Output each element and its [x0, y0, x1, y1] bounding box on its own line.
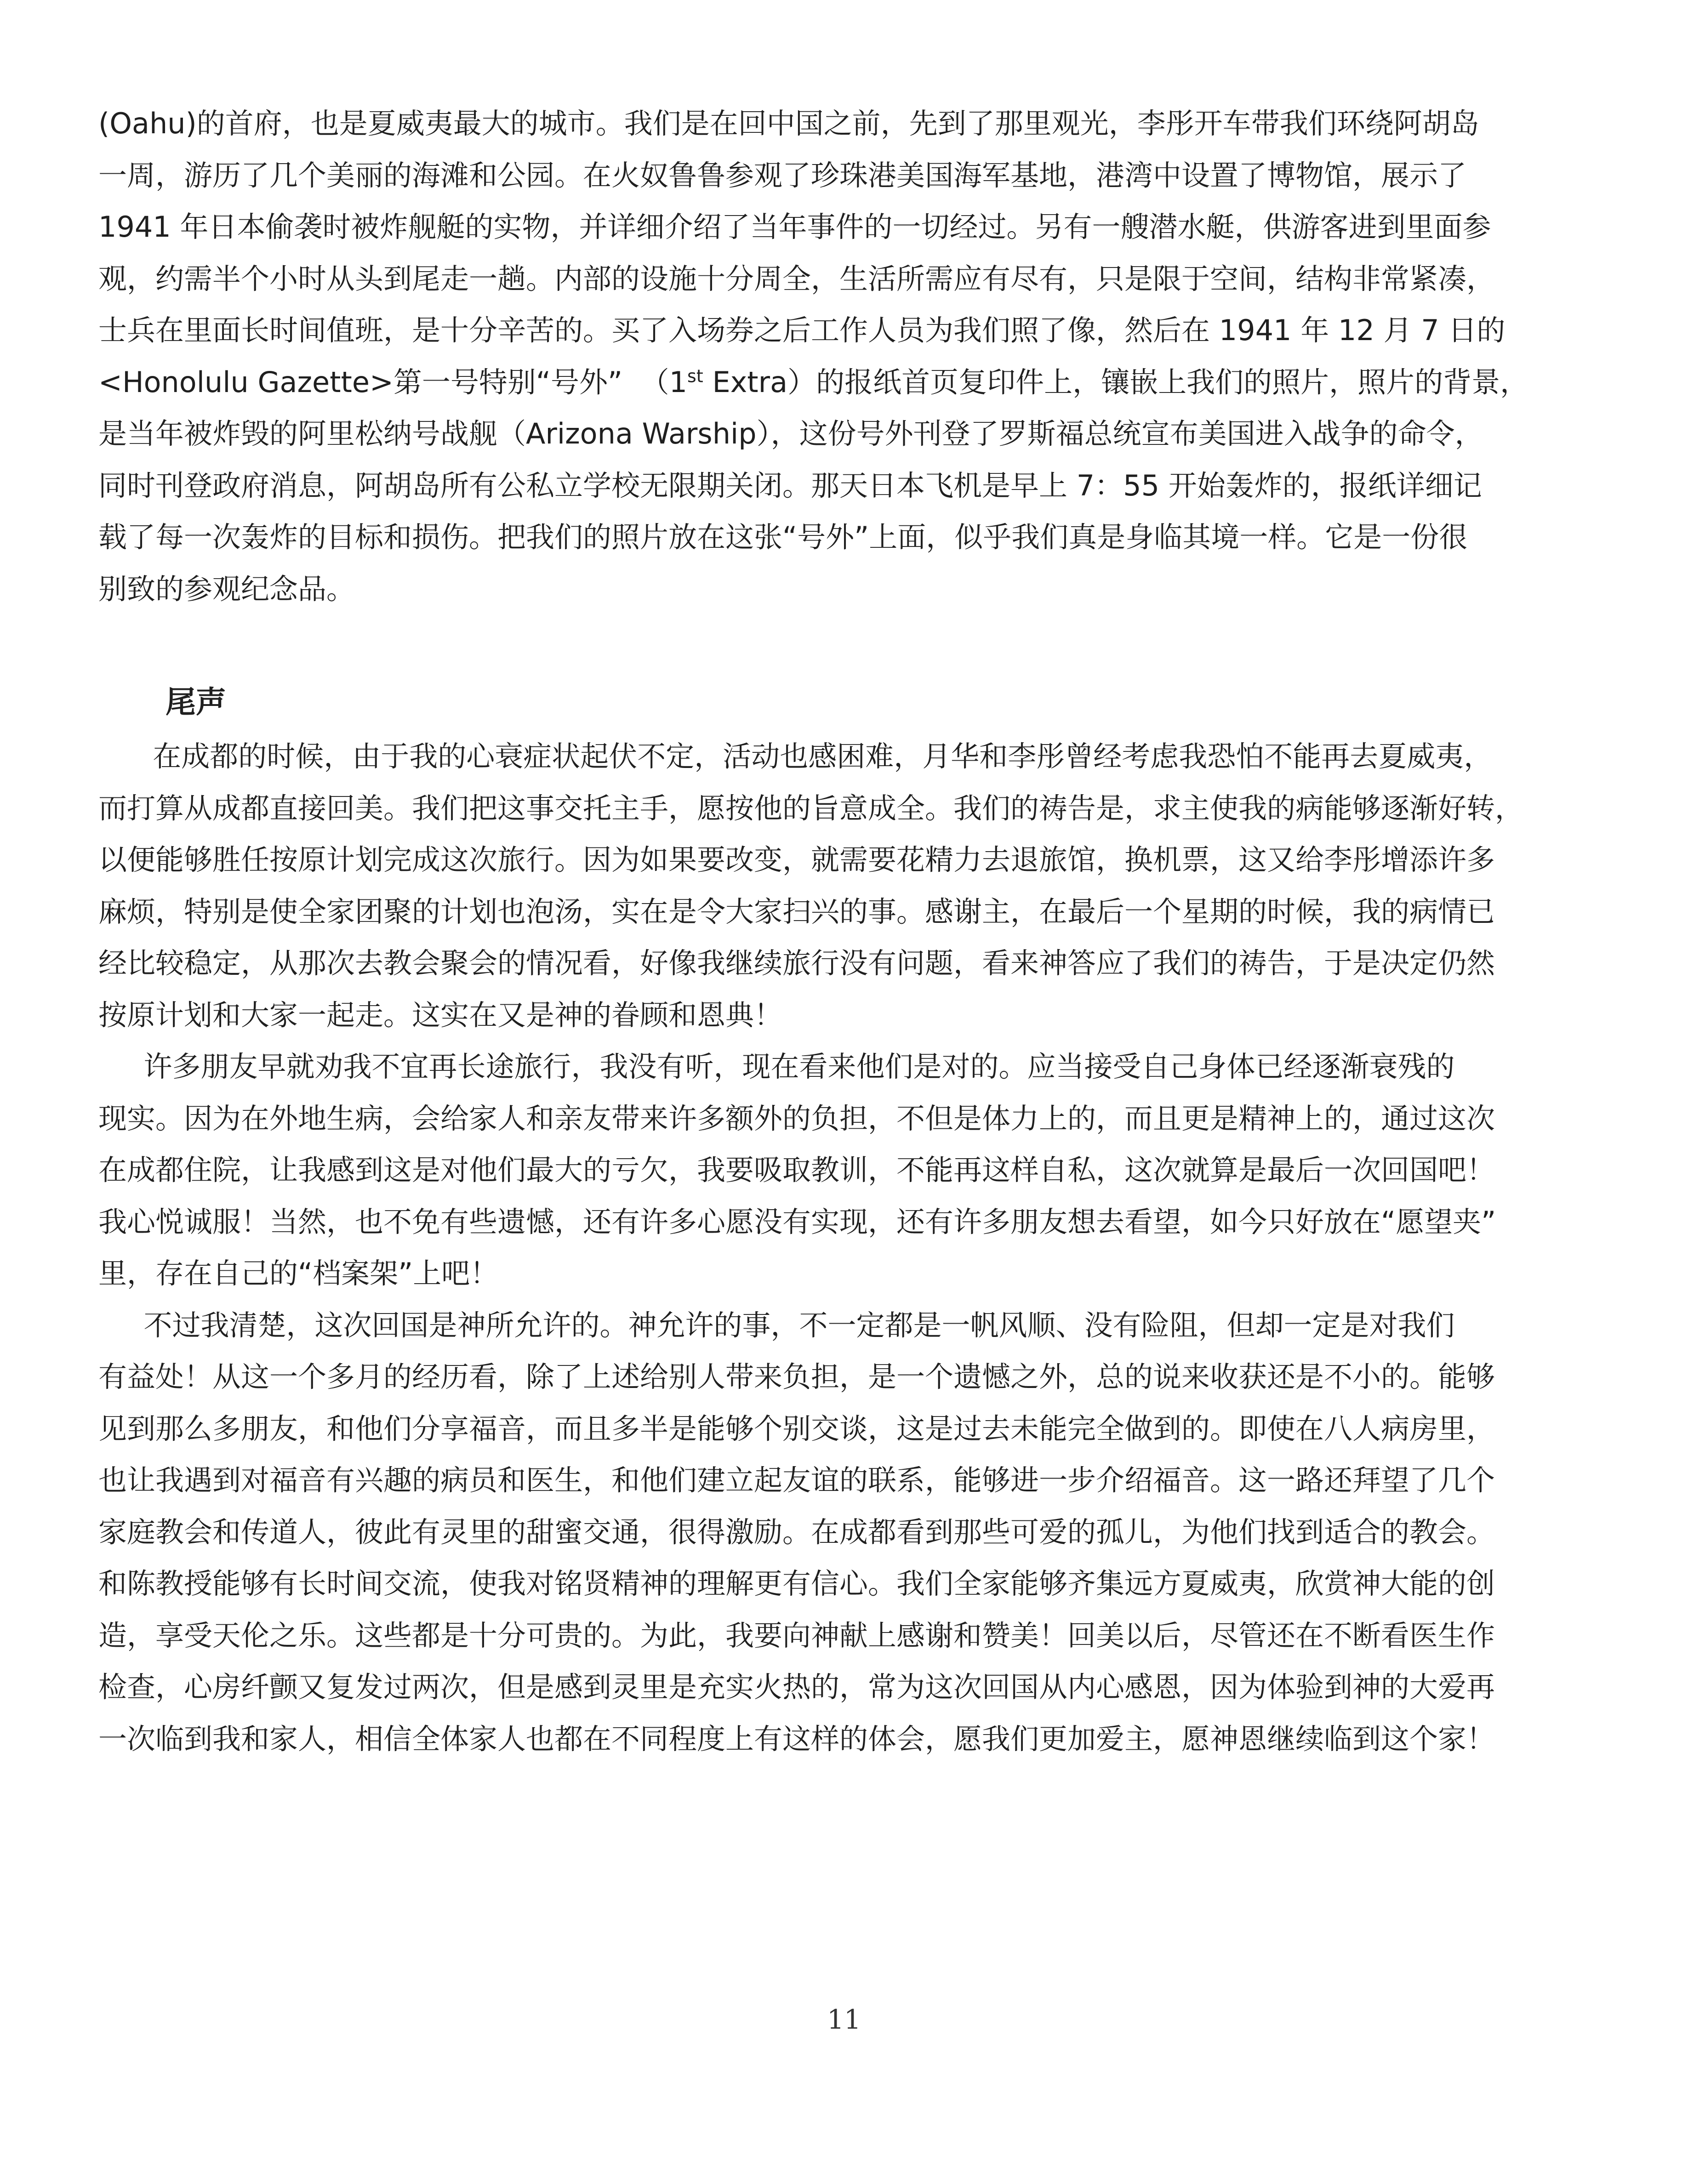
text-line: 家庭教会和传道人，彼此有灵里的甜蜜交通，很得激励。在成都看到那些可爱的孤儿，为他们找到适合的教会。	[98, 1515, 1495, 1549]
text-line: 在成都的时候，由于我的心衰症状起伏不定，活动也感困难，月华和李彤曾经考虑我恐怕不能再去夏威夷，	[98, 739, 1493, 773]
text-line: 士兵在里面长时间值班，是十分辛苦的。买了入场券之后工作人员为我们照了像，然后在 1941 年 12 月 7 日的	[98, 313, 1506, 347]
text-line: 麻烦，特别是使全家团聚的计划也泡汤，实在是令大家扫兴的事。感谢主，在最后一个星期的时候，我的病情已	[98, 894, 1495, 928]
text-line: 在成都住院，让我感到这是对他们最大的亏欠，我要吸取教训，不能再这样自私，这次就算是最后一次回国吧！	[98, 1153, 1495, 1187]
section-heading: 尾声	[165, 684, 226, 720]
text-line: (Oahu)的首府，也是夏威夷最大的城市。我们是在回中国之前，先到了那里观光，李彤开车带我们环绕阿胡岛	[98, 107, 1479, 140]
superscript: st	[687, 365, 703, 386]
text-line: 不过我清楚，这次回国是神所允许的。神允许的事，不一定都是一帆风顺、没有险阻，但却一定是对我们	[98, 1308, 1455, 1342]
text-line: 检查，心房纤颤又复发过两次，但是感到灵里是充实火热的，常为这次回国从内心感恩，因为体验到神的大爱再	[98, 1670, 1495, 1704]
intro-paragraph	[98, 98, 1615, 615]
text-line: 观，约需半个小时从头到尾走一趟。内部的设施十分周全，生活所需应有尽有，只是限于空间，结构非常紧凑，	[98, 262, 1495, 296]
text-line: 1941 年日本偷袭时被炸舰艇的实物，并详细介绍了当年事件的一切经过。另有一艘潜水艇，供游客进到里面参	[98, 210, 1491, 244]
text-fragment: Extra）的报纸首页复印件上，镶嵌上我们的照片，照片的背景，	[703, 365, 1529, 399]
text-line: 同时刊登政府消息，阿胡岛所有公私立学校无限期关闭。那天日本飞机是早上 7：55 开始轰炸的，报纸详细记	[98, 468, 1482, 502]
text-line: 里，存在自己的“档案架”上吧！	[98, 1257, 499, 1290]
text-line: 别致的参观纪念品。	[98, 572, 355, 606]
text-line: 见到那么多朋友，和他们分享福音，而且多半是能够个别交谈，这是过去未能完全做到的。即使在八人病房里，	[98, 1411, 1495, 1445]
text-line: 以便能够胜任按原计划完成这次旅行。因为如果要改变，就需要花精力去退旅馆，换机票，这又给李彤增添许多	[98, 843, 1495, 876]
text-line: 而打算从成都直接回美。我们把这事交托主手，愿按他的旨意成全。我们的祷告是，求主使我的病能够逐渐好转，	[98, 791, 1524, 825]
page-number: 11	[827, 2004, 861, 2035]
text-line	[98, 357, 1615, 409]
text-line: 载了每一次轰炸的目标和损伤。把我们的照片放在这张“号外”上面，似乎我们真是身临其境一样。它是一份很	[98, 520, 1468, 554]
text-line: 许多朋友早就劝我不宜再长途旅行，我没有听，现在看来他们是对的。应当接受自己身体已经逐渐衰残的	[98, 1050, 1455, 1083]
text-line: 按原计划和大家一起走。这实在又是神的眷顾和恩典！	[98, 998, 783, 1032]
text-line: 经比较稳定，从那次去教会聚会的情况看，好像我继续旅行没有问题，看来神答应了我们的祷告，于是决定仍然	[98, 946, 1495, 980]
text-line: 也让我遇到对福音有兴趣的病员和医生，和他们建立起友谊的联系，能够进一步介绍福音。这一路还拜望了几个	[98, 1463, 1495, 1497]
text-fragment: <Honolulu Gazette>第一号特别“号外” （1	[98, 365, 688, 399]
text-line: 有益处！从这一个多月的经历看，除了上述给别人带来负担，是一个遗憾之外，总的说来收获还是不小的。能够	[98, 1360, 1495, 1393]
text-line: 一次临到我和家人，相信全体家人也都在不同程度上有这样的体会，愿我们更加爱主，愿神恩继续临到这个家！	[98, 1722, 1495, 1756]
text-line: 和陈教授能够有长时间交流，使我对铭贤精神的理解更有信心。我们全家能够齐集远方夏威夷，欣赏神大能的创	[98, 1567, 1495, 1600]
text-line: 一周，游历了几个美丽的海滩和公园。在火奴鲁鲁参观了珍珠港美国海军基地，港湾中设置了博物馆，展示了	[98, 158, 1467, 192]
text-line: 是当年被炸毁的阿里松纳号战舰（Arizona Warship），这份号外刊登了罗斯福总统宣布美国进入战争的命令，	[98, 417, 1483, 450]
text-line: 现实。因为在外地生病，会给家人和亲友带来许多额外的负担，不但是体力上的，而且更是精神上的，通过这次	[98, 1101, 1495, 1135]
text-line: 我心悦诚服！当然，也不免有些遗憾，还有许多心愿没有实现，还有许多朋友想去看望，如今只好放在“愿望夹”	[98, 1205, 1496, 1239]
epilogue-body	[98, 731, 1615, 1765]
text-line: 造，享受天伦之乐。这些都是十分可贵的。为此，我要向神献上感谢和赞美！回美以后，尽管还在不断看医生作	[98, 1618, 1495, 1652]
